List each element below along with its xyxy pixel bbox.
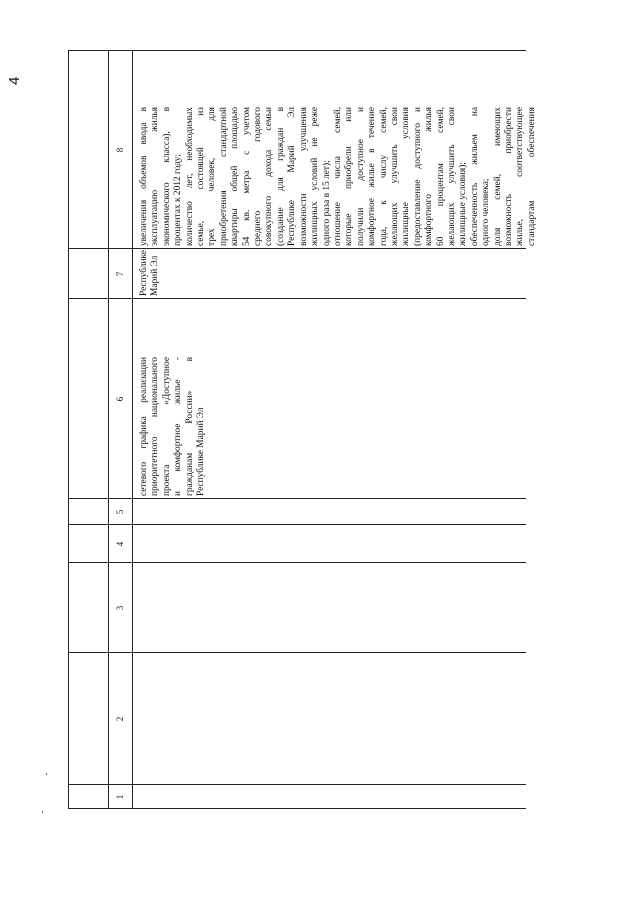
col8-line: жилищных условий не реже: [310, 107, 321, 246]
col-border-5: [68, 498, 526, 499]
col8-line: обеспеченность жильем на: [469, 107, 480, 246]
col8-line: которые приобрели или: [344, 107, 355, 246]
col6-line: гражданам России» в: [184, 357, 195, 496]
col8-line: желающих улучшить свои: [446, 107, 457, 246]
col-header-2: 2: [115, 716, 125, 722]
col8-line: приобретения стандартной: [218, 107, 229, 246]
col8-line: 60 процентам семей,: [435, 107, 446, 246]
col7-line: Марий Эл: [150, 255, 161, 296]
cell-col8: [139, 107, 538, 246]
scan-mark: [46, 773, 47, 775]
col8-line: экономического класса), в: [161, 107, 172, 246]
scan-mark: [42, 811, 43, 813]
header-top-rule: [108, 51, 109, 809]
col-header-5: 5: [115, 509, 125, 515]
col7-line: Республике: [139, 250, 149, 296]
col8-line: желающих улучшить свои: [389, 107, 400, 246]
col8-line: количество лет, необходимых: [184, 107, 195, 246]
col8-line: доля семей, имеющих: [492, 107, 503, 246]
col-header-1: 1: [115, 794, 125, 800]
cell-col6: [139, 357, 207, 496]
col-header-6: 6: [115, 396, 125, 402]
col8-line: возможности улучшения: [298, 107, 309, 246]
col-border-7: [68, 248, 526, 249]
cell-col7: [139, 250, 162, 296]
col8-line: жилье, соответствующее: [515, 107, 526, 246]
col8-line: увеличения объемов ввода в: [139, 107, 149, 246]
col-border-3: [68, 562, 526, 563]
col-border-8: [68, 50, 526, 51]
col-border-1: [68, 784, 526, 785]
col8-line: отношение числа семей,: [332, 107, 343, 246]
col8-line: совокупного дохода семьи: [264, 107, 275, 246]
col6-line: проекта «Доступное: [161, 357, 172, 496]
page-number: 4: [6, 76, 23, 85]
col8-line: комфортное жилье в течение: [367, 107, 378, 246]
col8-line: эксплуатацию жилья: [150, 107, 161, 246]
col8-line: жилищные условия: [401, 107, 412, 246]
col8-line: стандартам обеспечения: [526, 107, 537, 246]
col-border-0: [68, 808, 526, 809]
col8-line: процентах к 2012 году;: [173, 154, 184, 246]
col-header-3: 3: [115, 605, 125, 611]
col8-line: (предоставление доступного и: [412, 107, 423, 246]
col8-line: одного человека;: [481, 178, 492, 246]
header-bottom-rule: [132, 51, 133, 809]
col8-line: получили доступное и: [355, 107, 366, 246]
col-border-4: [68, 524, 526, 525]
col6-line: Республике Марий Эл: [196, 407, 207, 496]
col8-line: (создание для граждан в: [275, 107, 286, 246]
col8-line: года, к числу семей,: [378, 107, 389, 246]
col6-line: приоритетного национального: [150, 357, 161, 496]
col8-line: семье, состоящей из: [196, 107, 207, 246]
col8-line: жилищные условия);: [458, 162, 469, 246]
col8-line: возможность приобрести: [504, 107, 514, 246]
col8-line: одного раза в 15 лет);: [321, 160, 332, 246]
table-top-border: [68, 51, 69, 809]
col8-line: среднего годового: [253, 107, 264, 246]
col8-line: квартиры общей площадью: [230, 107, 241, 246]
col-header-8: 8: [115, 147, 125, 153]
col6-line: и комфортное жилье -: [173, 357, 184, 496]
col-border-6: [68, 298, 526, 299]
col-border-2: [68, 652, 526, 653]
col6-line: сетевого графика реализации: [139, 357, 149, 496]
col8-line: 54 кв. метра с учетом: [241, 107, 252, 246]
col-header-4: 4: [115, 541, 125, 547]
col-header-7: 7: [115, 271, 125, 277]
col8-line: трех человек, для: [207, 107, 218, 246]
col8-line: комфортного жилья: [424, 107, 435, 246]
col8-line: Республике Марий Эл: [287, 107, 298, 246]
